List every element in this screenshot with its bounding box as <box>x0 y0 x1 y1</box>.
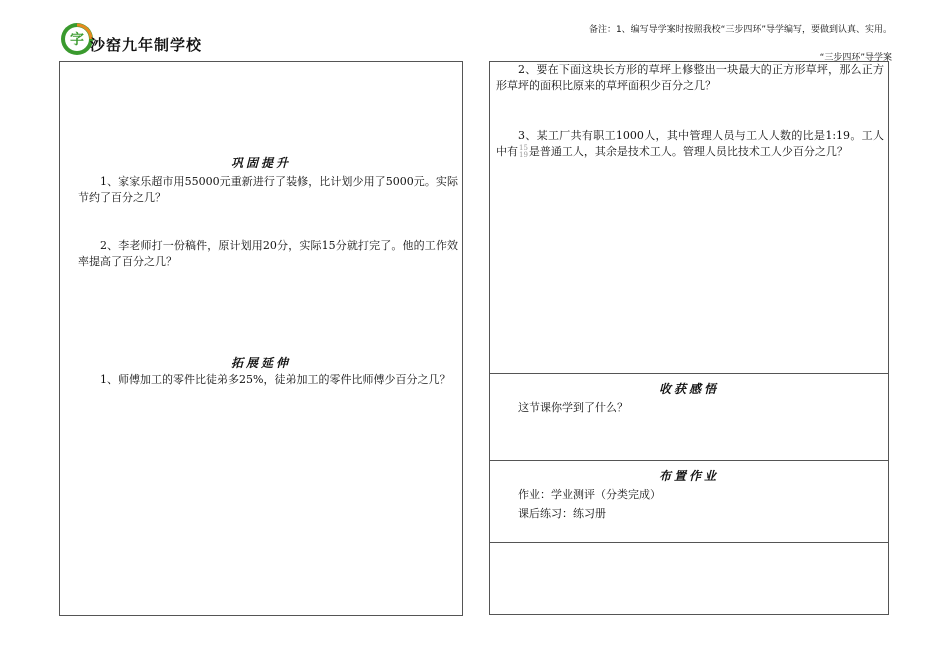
homework-line-1: 作业：学业测评（分类完成） <box>518 488 661 501</box>
divider-harvest <box>490 373 888 374</box>
question-4: 2、要在下面这块长方形的草坪上修整出一块最大的正方形草坪，那么正方形草坪的面积比原来的草坪面积少百分之几？ <box>496 63 884 92</box>
header-subtitle: “三步四环”导学案 <box>819 53 892 63</box>
fraction <box>519 145 528 159</box>
divider-bottom <box>490 542 888 543</box>
question-5-text-b: 是普通工人，其余是技术工人。管理人员比技术工人少百分之几？ <box>528 145 848 158</box>
section-title-extend: 拓展延伸 <box>230 356 291 370</box>
question-1: 1、家家乐超市用55000元重新进行了装修，比计划少用了5000元。实际节约了百分之几？ <box>78 175 458 204</box>
section-title-homework: 布置作业 <box>658 469 719 483</box>
homework-line-2: 课后练习：练习册 <box>518 507 606 520</box>
school-name: 沙窑九年制学校 <box>90 36 203 54</box>
harvest-prompt: 这节课你学到了什么？ <box>518 401 628 414</box>
question-3: 1、师傅加工的零件比徒弟多25%，徒弟加工的零件比师傅少百分之几？ <box>100 373 451 386</box>
question-5 <box>496 128 884 160</box>
fraction-denominator: 19 <box>519 151 528 159</box>
left-panel <box>59 61 463 616</box>
question-5-text-a: 3、某工厂共有职工1000人，其中管理人员与工人人数的比是1:19。工人中有 <box>496 129 884 158</box>
question-2: 2、李老师打一份稿件，原计划用20分，实际15分就打完了。他的工作效率提高了百分之几？ <box>78 239 458 268</box>
right-panel <box>489 61 889 615</box>
school-logo <box>60 22 94 56</box>
section-title-harvest: 收获感悟 <box>658 382 719 396</box>
section-title-consolidate: 巩固提升 <box>230 156 291 170</box>
fraction-numerator: 15 <box>519 144 528 152</box>
svg-text:字: 字 <box>70 32 84 48</box>
header-note: 备注：1、编写导学案时按照我校“三步四环”导学编写，要做到认真、实用。 <box>588 25 892 35</box>
divider-homework <box>490 460 888 461</box>
